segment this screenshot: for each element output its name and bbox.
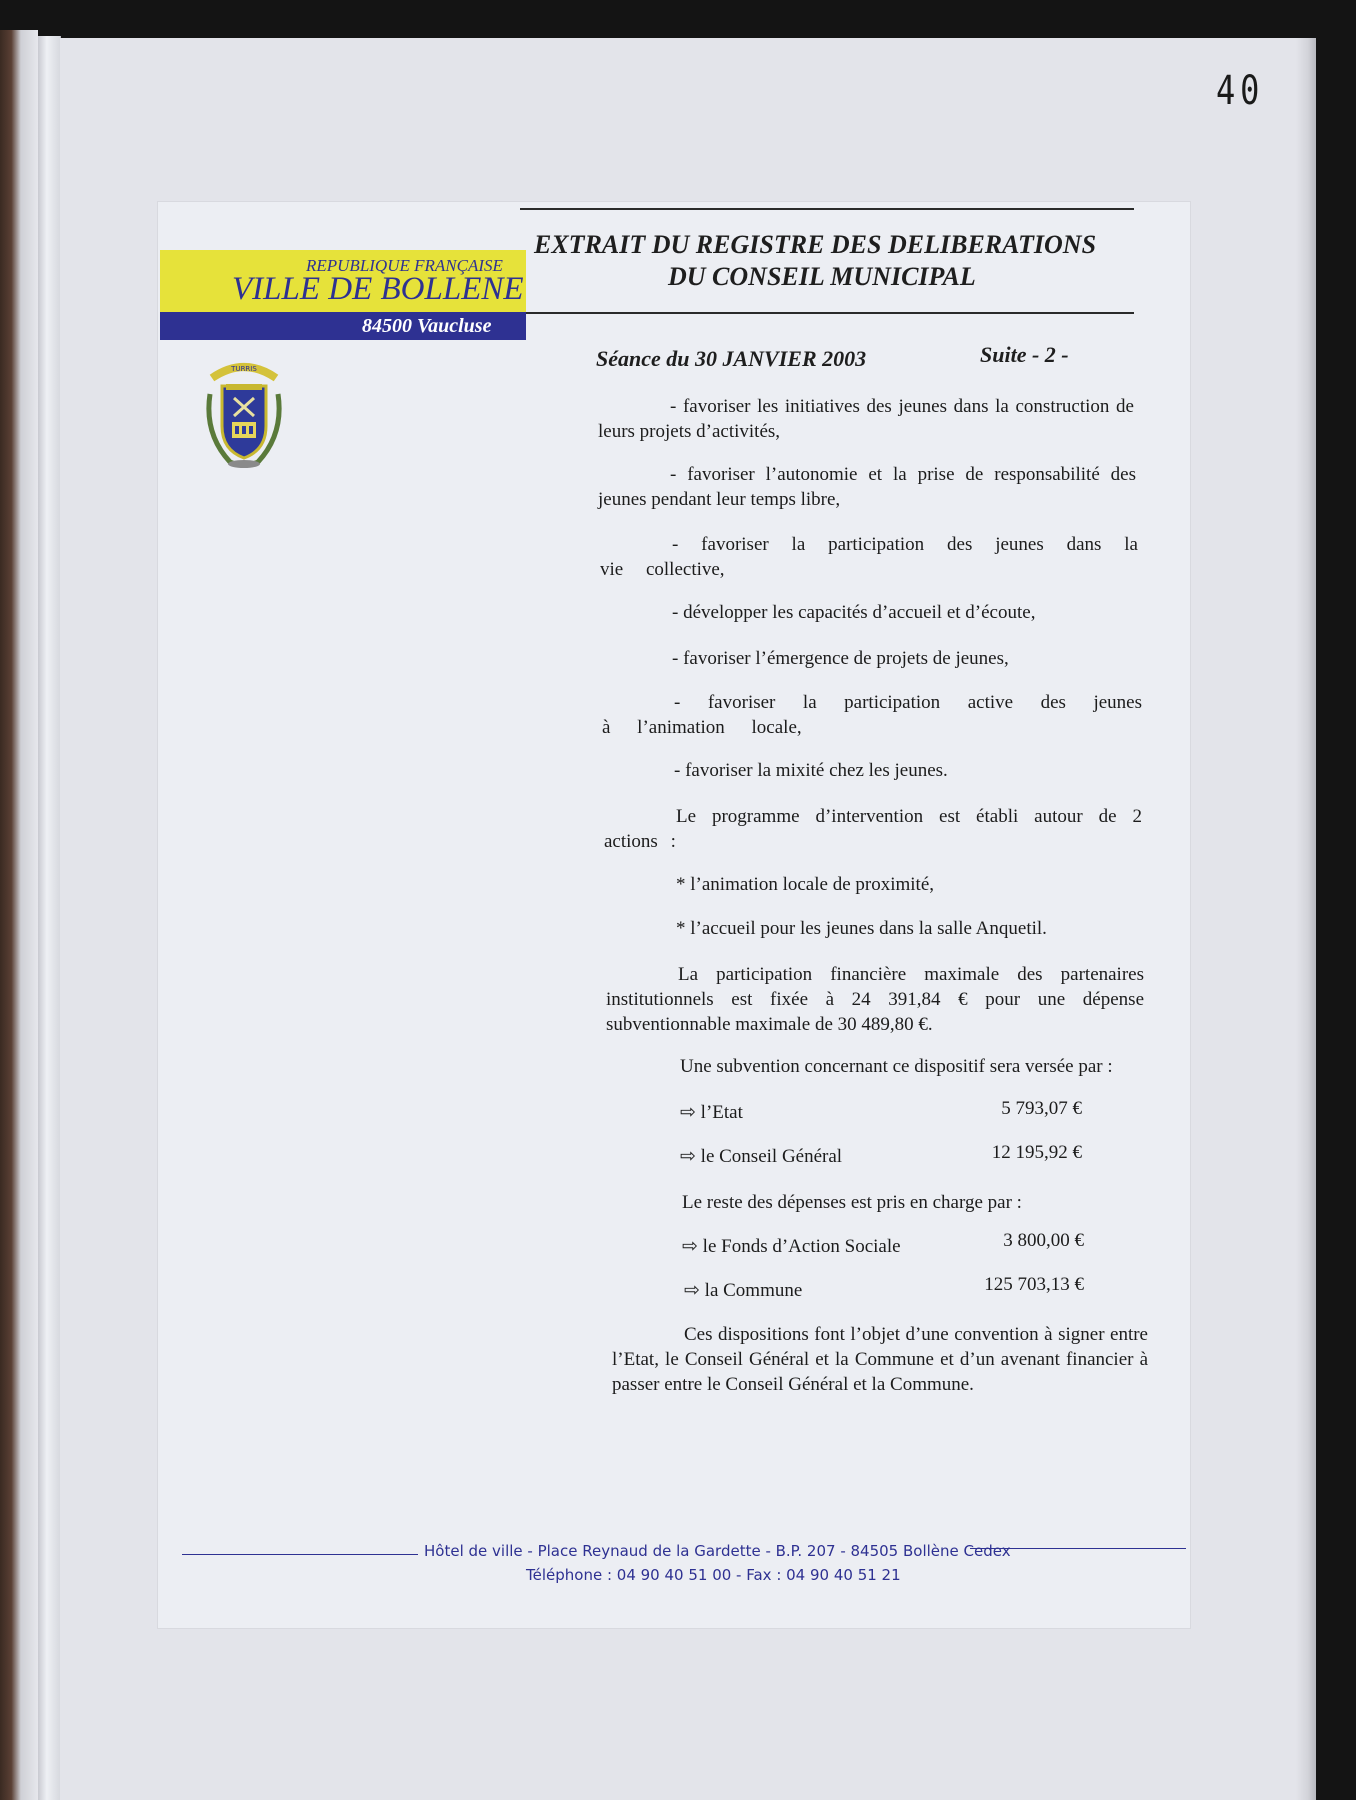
paragraph: * l’accueil pour les jeunes dans la salle Anquetil. [676,918,1047,939]
paragraph: Le reste des dépenses est pris en charge par : [682,1192,1022,1213]
funding-amount-etat: 5 793,07 € [1001,1098,1082,1119]
funding-amount-fas: 3 800,00 € [1003,1230,1084,1251]
paragraph: Ces dispositions font l’objet d’une convention à signer entre l’Etat, le Conseil Général et la Commune et d’un avenant financier à passer entre le Conseil Général et la Commune. [612,1324,1148,1395]
republique-label: REPUBLIQUE FRANÇAISE [306,256,503,275]
suite-label: Suite - 2 - [980,342,1069,367]
funding-label-etat: ⇨ l’Etat [680,1102,743,1123]
funding-amount-commune: 125 703,13 € [984,1274,1084,1295]
paragraph: Le programme d’intervention est établi autour de 2 actions : [604,806,1142,852]
paragraph: - favoriser l’émergence de projets de jeunes, [672,648,1009,669]
paragraph: - développer les capacités d’accueil et d’écoute, [672,602,1036,623]
funding-label-conseil: ⇨ le Conseil Général [680,1146,843,1167]
document-subtitle: DU CONSEIL MUNICIPAL [668,262,976,291]
funding-label-fas: ⇨ le Fonds d’Action Sociale [682,1236,901,1257]
paragraph: La participation financière maximale des partenaires institutionnels est fixée à 24 391,84 € pour une dépense subventionnable maximale de 30 489,80 €. [606,964,1144,1035]
ville-label: VILLE DE BOLLENE [232,271,524,307]
header-top-rule [520,208,1134,210]
page-number: 40 [1216,68,1265,114]
paragraph: * l’animation locale de proximité, [676,874,935,895]
funding-amount-conseil: 12 195,92 € [991,1142,1082,1163]
paragraph: - favoriser la participation des jeunes dans la vie collective, [600,534,1138,580]
funding-label-commune: ⇨ la Commune [684,1280,803,1301]
paragraph: - favoriser la participation active des jeunes à l’animation locale, [602,692,1142,738]
binder-spine [0,30,38,1800]
footer-phone: Téléphone : 04 90 40 51 00 - Fax : 04 90 40 51 21 [526,1566,901,1584]
document-title: EXTRAIT DU REGISTRE DES DELIBERATIONS [534,230,1097,259]
paragraph: - favoriser l’autonomie et la prise de responsabilité des jeunes pendant leur temps libre, [598,464,1136,510]
crest-motto: TURRIS [231,365,257,373]
departement-label: 84500 Vaucluse [362,315,492,337]
binder-page-edge [38,36,61,1800]
seance-date: Séance du 30 JANVIER 2003 [596,346,867,371]
footer-rule-left [182,1554,418,1555]
paragraph: Une subvention concernant ce dispositif sera versée par : [680,1056,1113,1077]
sheet-edge [1296,38,1316,1800]
header-bottom-rule [526,312,1134,314]
paragraph: - favoriser la mixité chez les jeunes. [674,760,948,781]
coat-of-arms-icon [204,354,284,472]
paragraph: - favoriser les initiatives des jeunes dans la construction de leurs projets d’activités, [598,396,1134,442]
footer-address: Hôtel de ville - Place Reynaud de la Gardette - B.P. 207 - 84505 Bollène Cedex [424,1542,1011,1560]
